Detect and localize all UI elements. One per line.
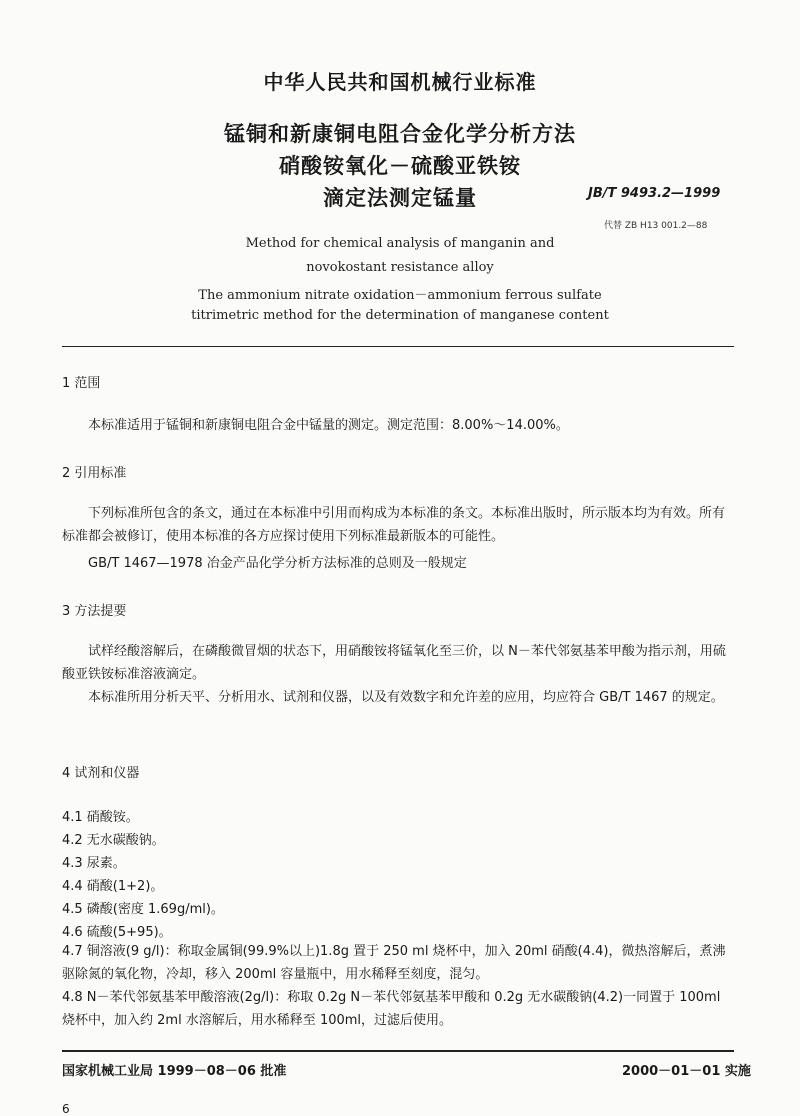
header-divider [62, 346, 734, 347]
implementation-date: 2000－01－01 实施 [622, 1064, 751, 1079]
standard-number: JB/T 9493.2—1999 [588, 186, 721, 201]
english-title-line-2: novokostant resistance alloy [306, 260, 494, 275]
section-1-heading: 1 范围 [62, 376, 101, 391]
section-4-heading: 4 试剂和仪器 [62, 766, 140, 781]
section-3-paragraph-2: 本标准所用分析天平、分析用水、试剂和仪器，以及有效数字和允许差的应用，均应符合 GB/T 1467 的规定。 [88, 690, 724, 705]
list-item: 4.4 硝酸(1+2)。 [62, 879, 164, 894]
english-title-line-3: The ammonium nitrate oxidation－ammonium ferrous sulfate [198, 288, 602, 303]
section-2-paragraph: 下列标准所包含的条文，通过在本标准中引用而构成为本标准的条文。本标准出版时，所示版本均为有效。所有标准都会被修订，使用本标准的各方应探讨使用下列标准最新版本的可能性。 [62, 506, 726, 544]
list-item: 4.6 硫酸(5+95)。 [62, 925, 172, 940]
document-title-line-3: 滴定法测定锰量 [323, 186, 477, 210]
list-item-4-8: 4.8 N－苯代邻氨基苯甲酸溶液(2g/l)：称取 0.2g N－苯代邻氨基苯甲酸和 0.2g 无水碳酸钠(4.2)一同置于 100ml 烧杯中，加入约 2ml 水溶解后，用水稀释至 100ml，过滤后使用。 [62, 990, 721, 1028]
section-3-heading: 3 方法提要 [62, 604, 127, 619]
document-title-line-1: 锰铜和新康铜电阻合金化学分析方法 [224, 122, 576, 146]
list-item: 4.1 硝酸铵。 [62, 810, 139, 825]
english-title-line-4: titrimetric method for the determination of manganese content [191, 308, 609, 323]
list-item: 4.3 尿素。 [62, 856, 126, 871]
replaces-standard: 代替 ZB H13 001.2—88 [604, 221, 708, 231]
section-2-heading: 2 引用标准 [62, 466, 127, 481]
document-title-line-2: 硝酸铵氧化－硫酸亚铁铵 [279, 154, 521, 178]
list-item: 4.2 无水碳酸钠。 [62, 833, 165, 848]
section-3-paragraph-1: 试样经酸溶解后，在磷酸微冒烟的状态下，用硝酸铵将锰氧化至三价，以 N－苯代邻氨基苯甲酸为指示剂，用硫酸亚铁铵标准溶液滴定。 [62, 644, 726, 682]
list-item: 4.5 磷酸(密度 1.69g/ml)。 [62, 902, 224, 917]
section-1-text: 本标准适用于锰铜和新康铜电阻合金中锰量的测定。测定范围：8.00%～14.00%。 [88, 418, 569, 433]
section-2-reference: GB/T 1467—1978 冶金产品化学分析方法标准的总则及一般规定 [88, 556, 467, 571]
english-title-line-1: Method for chemical analysis of manganin and [245, 236, 555, 251]
footer-divider [62, 1050, 734, 1052]
standard-category-header: 中华人民共和国机械行业标准 [263, 70, 537, 94]
list-item-4-7: 4.7 铜溶液(9 g/l)：称取金属铜(99.9%以上)1.8g 置于 250 ml 烧杯中，加入 20ml 硝酸(4.4)，微热溶解后，煮沸驱除氮的氧化物，冷却，移入 200ml 容量瓶中，用水稀释至刻度，混匀。 [62, 944, 726, 982]
page-number: 6 [62, 1102, 70, 1116]
approval-statement: 国家机械工业局 1999－08－06 批准 [62, 1064, 287, 1079]
